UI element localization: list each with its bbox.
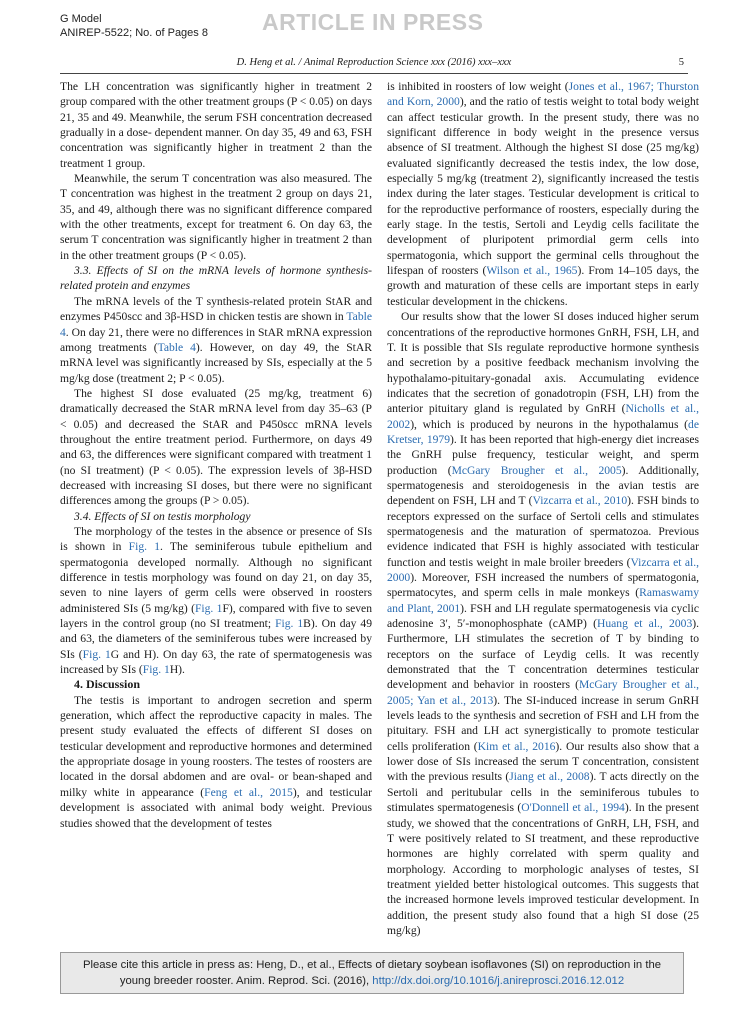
text-run: ). Moreover, FSH increased the numbers of spermatogonia, spermatocytes, and sperm cells in male monkeys ( (387, 571, 699, 600)
article-in-press-banner: ARTICLE IN PRESS (262, 9, 484, 35)
text-run: ), which is produced by neurons in the hypothalamus ( (410, 417, 689, 431)
text-run: ). From 14–105 days, the growth and maturation of these cells are important steps in early testicular development in the chickens. (387, 264, 699, 308)
running-head (60, 57, 688, 68)
reference-link[interactable]: Ramaswamy and Plant, 2001 (387, 586, 699, 615)
right-column (387, 79, 699, 938)
text-run: . The seminiferous tubule epithelium and spermatogonia developed normally. Although no significant difference in testis morphology was found on day 21, on day 35, seven to nine layers of germ cells were observed in roosters administered SIs (5 mg/kg) ( (60, 540, 372, 615)
text-run: The morphology of the testes in the absence or presence of SIs is shown in (60, 524, 372, 554)
running-head-text: D. Heng et al. / Animal Reproduction Science xxx (2016) xxx–xxx (236, 57, 512, 68)
reference-link[interactable]: O'Donnell et al., 1994 (521, 801, 625, 815)
table-link[interactable]: Table 4 (157, 340, 196, 354)
figure-link[interactable]: Fig. 1 (128, 540, 161, 554)
reference-link[interactable]: Jones et al., 1967; Thurston and Korn, 2000 (387, 80, 699, 109)
text-run: G and H). On day 63, the rate of spermatogenesis was increased by SIs ( (60, 647, 372, 677)
model-text: G Model (60, 13, 102, 25)
reference-link[interactable]: Jiang et al., 2008 (509, 770, 590, 784)
figure-link[interactable]: Fig. 1 (82, 647, 111, 661)
text-run: B). On day 49 and 63, the diameters of the seminiferous tubes were increased by SIs ( (60, 617, 372, 661)
reference-link[interactable]: McGary Brougher et al., 2005; Yan et al., 2013 (387, 678, 699, 707)
text-run: ). It has been reported that high-energy diet increases the GnRH pulse frequency, testicular weight, and sperm production ( (387, 432, 700, 477)
text-run: H). (169, 663, 185, 677)
section-heading-3-3: 3.3. Effects of SI on the mRNA levels of hormone synthesis-related protein and enzymes (60, 264, 372, 293)
journal-model-label (60, 12, 208, 40)
reference-link[interactable]: Kim et al., 2016 (477, 739, 556, 753)
paragraph (60, 294, 372, 386)
text-run: The testis is important to androgen secretion and sperm generation, which affect the reproductive capacity in males. The present study evaluated the effects of different SI doses on testicular development and reproductive hormones and determined the appropriate dosage in young roosters. The testes of roosters are located in the dorsal abdomen and are oval- or bean-shaped and milky white in appearance ( (60, 693, 372, 799)
section-heading-3-4: 3.4. Effects of SI on testis morphology (74, 509, 251, 523)
text-run: ). FSH and LH regulate spermatogenesis via cyclic adenosine 3′, 5′-monophosphate (cAMP) ( (387, 601, 699, 631)
text-run: ). Our results also show that a lower dose of SIs increased the serum T concentration, consistent with the previous results ( (387, 739, 699, 784)
text-run: ). In the present study, we showed that the concentrations of GnRH, LH, FSH, and T were positively related to SI treatment, and these reproductive hormones are highly correlated with sperm quality and morphology. According to morphologic analyses of testes, SI treatment yielded better histological outcomes. This suggests that the increased hormone levels improved testicular development. In addition, the present study also found that a high SI dose (25 mg/kg) (387, 801, 699, 937)
figure-link[interactable]: Fig. 1 (194, 601, 223, 615)
text-run: ), and testicular development is associated with animal body weight. Previous studies showed that the development of testes (60, 785, 372, 830)
text-run: ). T acts directly on the Sertoli and peritubular cells in the seminiferous tubules to stimulates spermatogenesis ( (387, 770, 699, 815)
text-run: ). Furthermore, LH stimulates the secretion of T by binding to receptors on the surface of Leydig cells. It was recently demonstrated that the T concentration determines testicular development and behavior in roosters ( (387, 617, 700, 692)
reference-link[interactable]: Nicholls et al., 2002 (387, 402, 699, 431)
reference-link[interactable]: Feng et al., 2015 (204, 785, 293, 799)
paragraph (60, 524, 372, 677)
text-run: Our results show that the lower SI doses induced higher serum concentrations of the reproductive hormones GnRH, FSH, LH, and T. It is possible that SIs regulate reproductive hormone synthesis and secretion by a positive feedback mechanism involving the hypothalamo-pituitary-gonadal axis. Accumulating evidence indicates that the secretion of gonadotropin (FSH, LH) from the anterior pituitary gland is regulated by GnRH ( (387, 310, 699, 416)
figure-link[interactable]: Fig. 1 (142, 663, 170, 677)
table-link[interactable]: Table 4 (60, 310, 372, 339)
paragraph (387, 79, 699, 309)
section-heading-discussion: 4. Discussion (74, 677, 141, 692)
paragraph: The LH concentration was significantly higher in treatment 2 group compared with the other treatment groups (P < 0.05) on days 21, 35 and 49. Meanwhile, the serum FSH concentration decreased gradually in a dose- dependent manner. On day 35, 49 and 63, FSH concentration was significantly higher in treatment 2 than the treatment 1 group. (60, 80, 373, 170)
paragraph: Meanwhile, the serum T concentration was also measured. The T concentration was highest in the treatment 2 group on days 21, 35, and 49, although there was no significant difference compared with the other treatments, except for treatment 6. On day 63, the serum T concentration was significantly higher in treatment 2 than in the other treatment groups (P < 0.05). (60, 172, 372, 262)
doi-link[interactable]: http://dx.doi.org/10.1016/j.anireprosci.2016.12.012 (372, 975, 625, 987)
reference-link[interactable]: de Kretser, 1979 (387, 417, 699, 446)
reference-link[interactable]: Vizcarra et al., 2010 (532, 494, 628, 508)
text-run: . On day 21, there were no differences in StAR mRNA expression among treatments ( (60, 325, 372, 354)
text-run: ). The SI-induced increase in serum GnRH levels leads to the synthesis and secretion of FSH and LH from the pituitary. FSH and LH act synergistically to promote testicular cells proliferation ( (387, 693, 699, 753)
paragraph (60, 693, 372, 831)
reference-link[interactable]: Huang et al., 2003 (596, 617, 693, 631)
figure-link[interactable]: Fig. 1 (275, 617, 304, 631)
header-rule (60, 73, 688, 74)
citation-box (60, 952, 684, 994)
text-run: ). Additionally, spermatogenesis and steroidogenesis in the avian testis are dependent on FSH, LH and T ( (387, 463, 699, 508)
text-run: ). FSH binds to receptors expressed on the surface of Sertoli cells and stimulates spermatogenesis and the maturation of spermatozoa. Previous evidence indicated that FSH is highly associated with testicular function and testis weight in male broiler breeders ( (387, 494, 700, 569)
text-run: ). However, on day 49, the StAR mRNA level was significantly increased by SIs, especially at the 5 mg/kg dose (treatment 2; P < 0.05). (60, 340, 373, 385)
text-run: is inhibited in roosters of low weight ( (387, 80, 569, 93)
article-ref: ANIREP-5522; No. of Pages 8 (60, 27, 208, 39)
reference-link[interactable]: Wilson et al., 1965 (486, 264, 578, 278)
text-run: ), and the ratio of testis weight to total body weight can affect testicular growth. In the present study, there was no significant difference in body weight in the presence versus absence of SI treatment. Although the highest SI dose (25 mg/kg) evaluated significantly decreased the testis index, the low dose, especially 5 mg/kg (treatment 2), significantly increased the testis index during the later stages. Testicular development is critical to for the reproductive performance of roosters, especially during the early stage. In the testis, Sertoli and Leydig cells facilitate the development of pluripotent primordial germ cells into spermatogonia, which support the germinal cells throughout the lifespan of roosters ( (387, 95, 699, 278)
citation-text: Please cite this article in press as: Heng, D., et al., Effects of dietary soybean isoflavones (SI) on reproduction in the young breeder rooster. Anim. Reprod. Sci. (2016), (82, 959, 662, 987)
text-run: The mRNA levels of the T synthesis-related protein StAR and enzymes P450scc and 3β-HSD in chicken testis are shown in (60, 294, 372, 324)
page-number: 5 (678, 57, 684, 68)
paragraph (387, 309, 699, 938)
left-column (60, 79, 372, 831)
text-run: F), compared with five to seven layers in the control group (no SI treatment; (60, 601, 372, 631)
reference-link[interactable]: McGary Brougher et al., 2005 (451, 463, 622, 477)
reference-link[interactable]: Vizcarra et al., 2000 (387, 555, 700, 584)
paragraph: The highest SI dose evaluated (25 mg/kg, treatment 6) dramatically decreased the StAR mRNA level from day 35–63 (P < 0.05) and decreased the StAR and P450scc mRNA levels throughout the entire treatment period. Furthermore, on days 49 and 63, the differences were significant compared with treatment 1 (no SI treatment) (P < 0.05). The expression levels of 3β-HSD decreased with increasing SI doses, but there were no significant differences among the groups (P > 0.05). (60, 386, 372, 508)
